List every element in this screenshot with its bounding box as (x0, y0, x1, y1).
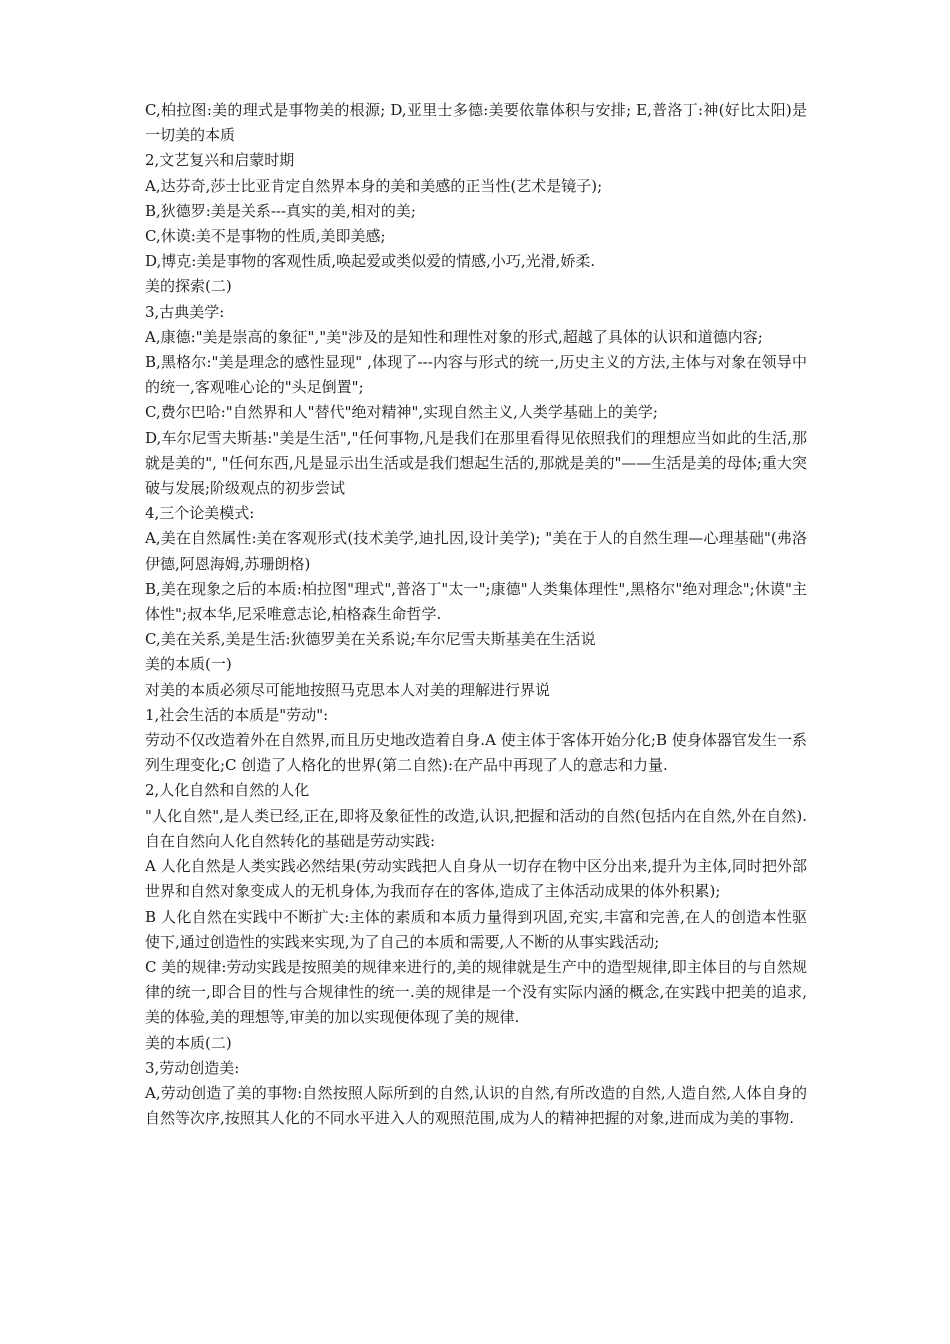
document-page (145, 98, 807, 1131)
paragraph-kant: A,康德:"美是崇高的象征","美"涉及的是知性和理性对象的形式,超越了具体的认识和道德内容; (145, 327, 763, 346)
paragraph-marx-definition: 对美的本质必须尽可能地按照马克思本人对美的理解进行界说 (145, 680, 551, 699)
paragraph-labor-creates-beautiful-things: A,劳动创造了美的事物:自然按照人际所到的自然,认识的自然,有所改造的自然,人造自然,人体自身的自然等次序,按照其人化的不同水平进入人的观照范围,成为人的精神把握的对象,进而成为美的事物. (145, 1083, 807, 1128)
paragraph-law-of-beauty: C 美的规律:劳动实践是按照美的规律来进行的,美的规律就是生产中的造型规律,即主体目的与自然规律的统一,即合目的性与合规律性的统一.美的规律是一个没有实际内涵的概念,在实践中把美的追求,美的体验,美的理想等,审美的加以实现便体现了美的规律. (145, 957, 807, 1027)
paragraph-feuerbach: C,费尔巴哈:"自然界和人"替代"绝对精神",实现自然主义,人类学基础上的美学; (145, 403, 658, 422)
paragraph-natural-attribute: A,美在自然属性:美在客观形式(技术美学,迪扎因,设计美学); "美在于人的自然生理—心理基础"(弗洛伊德,阿恩海姆,苏珊朗格) (145, 529, 807, 573)
section-title-exploration-2: 美的探索(二) (145, 277, 232, 296)
heading-labor-creates-beauty: 3,劳动创造美: (145, 1058, 240, 1077)
heading-classical-aesthetics: 3,古典美学: (145, 302, 225, 321)
paragraph-humanized-nature-definition: "人化自然",是人类已经,正在,即将及象征性的改造,认识,把握和活动的自然(包括内在自然,外在自然).自在自然向人化自然转化的基础是劳动实践: (145, 806, 807, 850)
paragraph-essence-behind-phenomena: B,美在现象之后的本质:柏拉图"理式",普洛丁"太一";康德"人类集体理性",黑格尔"绝对理念";休谟"主体性";叔本华,尼采唯意志论,柏格森生命哲学. (145, 579, 807, 624)
heading-labor: 1,社会生活的本质是"劳动": (145, 705, 329, 724)
paragraph-davinci-shakespeare: A,达芬奇,莎士比亚肯定自然界本身的美和美感的正当性(艺术是镜子); (145, 176, 603, 195)
heading-humanized-nature: 2,人化自然和自然的人化 (145, 781, 310, 800)
paragraph-chernyshevsky: D,车尔尼雪夫斯基:"美是生活","任何事物,凡是我们在那里看得见依照我们的理想应当如此的生活,那就是美的", "任何东西,凡是显示出生活或是我们想起生活的,那就是美的"——生活是美的母体;重大突破与发展;阶级观点的初步尝试 (145, 428, 807, 498)
heading-renaissance-enlightenment: 2,文艺复兴和启蒙时期 (145, 151, 295, 170)
paragraph-diderot: B,狄德罗:美是关系---真实的美,相对的美; (145, 201, 416, 220)
section-title-essence-2: 美的本质(二) (145, 1033, 232, 1052)
paragraph-plato-aristotle-plotinus: C,柏拉图:美的理式是事物美的根源; D,亚里士多德:美要依靠体积与安排; E,普洛丁:神(好比太阳)是一切美的本质 (145, 101, 807, 145)
paragraph-burke: D,博克:美是事物的客观性质,唤起爱或类似爱的情感,小巧,光滑,娇柔. (145, 252, 596, 271)
paragraph-labor-transforms: 劳动不仅改造着外在自然界,而且历史地改造着自身.A 使主体于客体开始分化;B 使身体器官发生一系列生理变化;C 创造了人格化的世界(第二自然):在产品中再现了人的意志和力量. (145, 731, 807, 775)
section-title-essence-1: 美的本质(一) (145, 655, 232, 674)
heading-three-models: 4,三个论美模式: (145, 504, 255, 523)
paragraph-hume: C,休谟:美不是事物的性质,美即美感; (145, 227, 386, 246)
paragraph-beauty-in-relation: C,美在关系,美是生活:狄德罗美在关系说;车尔尼雪夫斯基美在生活说 (145, 630, 596, 649)
paragraph-humanized-nature-b: B 人化自然在实践中不断扩大:主体的素质和本质力量得到巩固,充实,丰富和完善,在人的创造本性驱使下,通过创造性的实践来实现,为了自己的本质和需要,人不断的从事实践活动; (145, 907, 807, 951)
paragraph-hegel: B,黑格尔:"美是理念的感性显现" ,体现了---内容与形式的统一,历史主义的方法,主体与对象在领导中的统一,客观唯心论的"头足倒置"; (145, 353, 807, 397)
paragraph-humanized-nature-a: A 人化自然是人类实践必然结果(劳动实践把人自身从一切存在物中区分出来,提升为主体,同时把外部世界和自然对象变成人的无机身体,为我而存在的客体,造成了主体活动成果的体外积累); (145, 857, 807, 901)
